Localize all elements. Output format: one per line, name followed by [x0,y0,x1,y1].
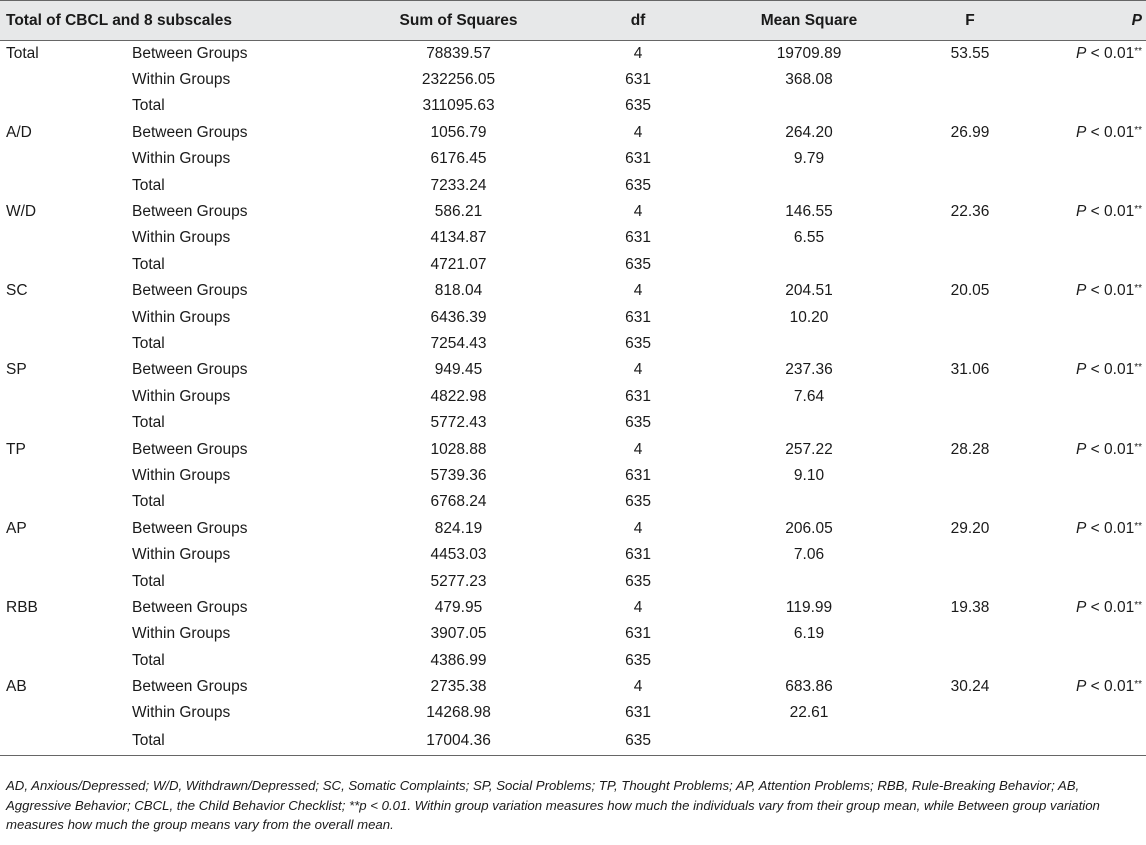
cell-source: Between Groups [132,519,248,537]
cell-f [905,727,1035,756]
cell-f [905,700,1035,726]
significance-mark: ** [1134,441,1143,453]
table-row [0,436,1146,462]
significance-mark: ** [1134,204,1143,216]
p-letter: P [1076,361,1087,379]
table-row [0,304,1146,330]
cell-mean-square: 204.51 [785,282,833,300]
cell-source: Total [132,176,165,194]
cell-df: 635 [625,334,651,352]
cell-df: 4 [633,282,643,300]
table-row [0,568,1146,594]
cell-measure [0,172,126,198]
cell-source: Within Groups [132,229,231,247]
table-row [0,120,1146,146]
table-row [0,674,1146,700]
cell-source: Between Groups [132,123,248,141]
cell-p-value [1035,67,1146,93]
table-row [0,199,1146,225]
cell-p-value [1035,225,1146,251]
table-row [0,542,1146,568]
cell-f [905,410,1035,436]
cell-source: Between Groups [132,203,248,221]
cell-measure: AB [6,678,27,696]
cell-sum-of-squares: 4453.03 [430,546,487,564]
cell-sum-of-squares: 4822.98 [430,387,487,405]
cell-sum-of-squares: 818.04 [434,282,483,300]
cell-measure [0,647,126,673]
cell-source: Between Groups [132,361,248,379]
cell-f [905,252,1035,278]
cell-measure [0,410,126,436]
cell-source: Within Groups [132,625,231,643]
cell-f [905,225,1035,251]
p-letter: P [1076,519,1087,537]
table-row [0,357,1146,383]
cell-df: 631 [625,704,651,722]
cell-mean-square: 22.61 [789,704,829,722]
cell-measure [0,304,126,330]
cell-source: Within Groups [132,546,231,564]
cell-sum-of-squares: 5739.36 [430,466,487,484]
p-threshold: < 0.01 [1086,123,1135,141]
cell-f [905,67,1035,93]
cell-sum-of-squares: 232256.05 [421,71,496,89]
cell-mean-square: 19709.89 [776,44,842,62]
p-threshold: < 0.01 [1086,361,1135,379]
cell-f [905,489,1035,515]
cell-sum-of-squares: 17004.36 [354,727,563,756]
cell-p-value [1035,41,1146,67]
cell-source: Between Groups [132,598,248,616]
cell-p-value [1035,199,1146,225]
cell-p-value [1035,568,1146,594]
cell-p-value [1035,463,1146,489]
header-p: P [1035,1,1146,41]
cell-mean-square [713,647,905,673]
cell-measure [0,489,126,515]
cell-sum-of-squares: 6768.24 [430,493,487,511]
cell-source: Within Groups [132,150,231,168]
cell-f: 20.05 [950,282,990,300]
cell-measure: SP [6,361,27,379]
cell-df: 631 [625,150,651,168]
cell-p-value [1035,93,1146,119]
table-header [0,1,1146,41]
cell-source: Total [132,493,165,511]
cell-mean-square: 6.19 [793,625,825,643]
cell-source: Total [126,727,354,756]
cell-mean-square: 368.08 [785,71,833,89]
table-row [0,595,1146,621]
cell-f: 22.36 [950,203,990,221]
cell-sum-of-squares: 78839.57 [426,44,491,62]
cell-df: 631 [625,229,651,247]
table-row [0,384,1146,410]
cell-measure: W/D [6,203,37,221]
table-row [0,252,1146,278]
cell-source: Total [132,651,165,669]
cell-df: 631 [625,625,651,643]
cell-df: 631 [625,387,651,405]
cell-source: Within Groups [132,308,231,326]
header-df: df [563,1,713,41]
cell-source: Total [132,414,165,432]
cell-p-value [1035,489,1146,515]
cell-measure: Total [6,44,39,62]
cell-df: 635 [625,493,651,511]
cell-sum-of-squares: 586.21 [434,203,483,221]
cell-p-value [1035,516,1146,542]
cell-sum-of-squares: 1056.79 [430,123,487,141]
p-threshold: < 0.01 [1086,519,1135,537]
table-row [0,489,1146,515]
cell-p-value [1035,384,1146,410]
table-row [0,41,1146,67]
cell-p-value [1035,304,1146,330]
cell-mean-square [713,410,905,436]
p-letter: P [1076,598,1087,616]
cell-p-value [1035,172,1146,198]
cell-f [905,146,1035,172]
significance-mark: ** [1134,520,1143,532]
cell-mean-square: 6.55 [793,229,825,247]
cell-mean-square: 206.05 [785,519,833,537]
cell-p-value [1035,595,1146,621]
cell-sum-of-squares: 6436.39 [430,308,487,326]
cell-measure [0,331,126,357]
cell-f [905,384,1035,410]
p-letter: P [1076,440,1087,458]
p-threshold: < 0.01 [1086,203,1135,221]
cell-p-value [1035,621,1146,647]
cell-sum-of-squares: 1028.88 [430,440,487,458]
cell-measure: TP [6,440,26,458]
cell-mean-square: 7.64 [793,387,825,405]
cell-f [905,621,1035,647]
cell-sum-of-squares: 949.45 [434,361,483,379]
cell-sum-of-squares: 479.95 [434,598,483,616]
cell-f: 28.28 [950,440,990,458]
cell-df: 635 [625,414,651,432]
p-letter: P [1076,282,1087,300]
cell-df: 4 [633,598,643,616]
cell-mean-square [713,172,905,198]
p-letter: P [1076,203,1087,221]
cell-source: Total [132,255,165,273]
cell-sum-of-squares: 3907.05 [430,625,487,643]
cell-sum-of-squares: 14268.98 [426,704,491,722]
table-row [0,172,1146,198]
cell-measure [0,67,126,93]
p-letter: P [1076,123,1087,141]
cell-measure [0,146,126,172]
cell-mean-square [713,331,905,357]
cell-p-value [1035,410,1146,436]
table-row [0,647,1146,673]
cell-measure [0,621,126,647]
header-row [0,1,1146,41]
cell-measure [0,93,126,119]
cell-f [905,93,1035,119]
significance-mark: ** [1134,45,1143,57]
cell-measure: SC [6,282,28,300]
cell-df: 4 [633,440,643,458]
cell-source: Total [132,334,165,352]
cell-measure [0,727,126,756]
cell-f: 30.24 [950,678,990,696]
cell-mean-square [713,568,905,594]
cell-source: Between Groups [132,282,248,300]
table-row [0,278,1146,304]
cell-mean-square: 10.20 [789,308,829,326]
table-row [0,700,1146,726]
table-row [0,93,1146,119]
cell-p-value [1035,357,1146,383]
cell-sum-of-squares: 5277.23 [430,572,487,590]
cell-df: 635 [625,572,651,590]
cell-source: Within Groups [132,387,231,405]
cell-df: 4 [633,123,643,141]
cell-mean-square: 146.55 [785,203,833,221]
cell-df: 4 [633,678,643,696]
header-sum-of-squares: Sum of Squares [354,1,563,41]
cell-df: 635 [625,651,651,669]
header-measure: Total of CBCL and 8 subscales [0,1,354,41]
cell-sum-of-squares: 6176.45 [430,150,487,168]
cell-f: 29.20 [950,519,990,537]
cell-p-value [1035,120,1146,146]
cell-f: 26.99 [950,123,990,141]
table-body [0,41,1146,756]
p-threshold: < 0.01 [1086,678,1135,696]
cell-p-value [1035,436,1146,462]
significance-mark: ** [1134,362,1143,374]
cell-p-value [1035,278,1146,304]
table-footnote: AD, Anxious/Depressed; W/D, Withdrawn/Depressed; SC, Somatic Complaints; SP, Social Problems; TP, Thought Problems; AP, Attention Problems; RBB, Rule-Breaking Behavior; AB, Aggressive Behavior; CBCL, the Child Behavior Checklist; **p < 0.01. Within group variation measures how much the individuals vary from their group mean, while Between group variation measures how much the group means vary from the overall mean. [6,778,1100,832]
cell-measure [0,700,126,726]
significance-mark: ** [1134,124,1143,136]
table-row [0,146,1146,172]
cell-p-value [1035,647,1146,673]
cell-f: 31.06 [950,361,990,379]
cell-f [905,331,1035,357]
table-row [0,621,1146,647]
cell-sum-of-squares: 7254.43 [430,334,487,352]
cell-source: Between Groups [132,678,248,696]
cell-mean-square: 119.99 [785,598,833,616]
cell-df: 635 [563,727,713,756]
cell-df: 631 [625,71,651,89]
cell-measure [0,384,126,410]
table-row [0,225,1146,251]
cell-measure [0,568,126,594]
cell-p-value [1035,542,1146,568]
cell-f: 53.55 [950,44,990,62]
cell-sum-of-squares: 2735.38 [430,678,487,696]
cell-df: 4 [633,519,643,537]
cell-df: 4 [633,203,643,221]
cell-source: Total [132,572,165,590]
cell-sum-of-squares: 824.19 [434,519,483,537]
cell-sum-of-squares: 5772.43 [430,414,487,432]
cell-p-value [1035,700,1146,726]
significance-mark: ** [1134,283,1143,295]
p-letter: P [1076,678,1087,696]
table-row [0,727,1146,756]
cell-df: 631 [625,546,651,564]
cell-df: 631 [625,308,651,326]
cell-sum-of-squares: 4386.99 [430,651,487,669]
header-mean-square: Mean Square [713,1,905,41]
header-f: F [905,1,1035,41]
table-row [0,331,1146,357]
cell-mean-square [713,489,905,515]
cell-measure [0,252,126,278]
cell-measure: RBB [6,598,38,616]
cell-mean-square: 9.10 [793,466,825,484]
cell-p-value [1035,146,1146,172]
cell-f [905,304,1035,330]
cell-df: 631 [625,466,651,484]
cell-mean-square: 264.20 [785,123,833,141]
cell-f [905,568,1035,594]
cell-source: Within Groups [132,71,231,89]
cell-source: Within Groups [132,704,231,722]
cell-source: Between Groups [132,440,248,458]
p-threshold: < 0.01 [1086,282,1135,300]
cell-source: Total [132,97,165,115]
cell-measure: AP [6,519,27,537]
cell-mean-square [713,93,905,119]
cell-sum-of-squares: 4721.07 [430,255,487,273]
cell-f: 19.38 [950,598,990,616]
p-threshold: < 0.01 [1086,440,1135,458]
p-threshold: < 0.01 [1086,44,1135,62]
cell-df: 635 [625,255,651,273]
cell-sum-of-squares: 311095.63 [422,97,495,115]
cell-f [905,172,1035,198]
cell-mean-square [713,252,905,278]
cell-p-value [1035,252,1146,278]
cell-df: 635 [625,97,651,115]
significance-mark: ** [1134,679,1143,691]
cell-measure: A/D [6,123,32,141]
cell-p-value [1035,674,1146,700]
cell-mean-square: 9.79 [793,150,825,168]
cell-df: 635 [625,176,651,194]
cell-mean-square: 257.22 [785,440,833,458]
cell-measure [0,542,126,568]
table-row [0,463,1146,489]
cell-sum-of-squares: 4134.87 [430,229,487,247]
cell-source: Between Groups [132,44,248,62]
cell-mean-square [713,727,905,756]
cell-f [905,463,1035,489]
table-row [0,410,1146,436]
table-row [0,516,1146,542]
cell-mean-square: 7.06 [793,546,825,564]
cell-p-value [1035,331,1146,357]
cell-measure [0,463,126,489]
cell-df: 4 [633,44,643,62]
cell-mean-square: 683.86 [785,678,833,696]
cell-measure [0,225,126,251]
cell-f [905,542,1035,568]
cell-sum-of-squares: 7233.24 [430,176,487,194]
cell-f [905,647,1035,673]
cell-mean-square: 237.36 [785,361,833,379]
significance-mark: ** [1134,599,1143,611]
p-letter: P [1076,44,1087,62]
p-threshold: < 0.01 [1086,598,1135,616]
table-row [0,67,1146,93]
cell-p-value [1035,727,1146,756]
cell-source: Within Groups [132,466,231,484]
cell-df: 4 [633,361,643,379]
